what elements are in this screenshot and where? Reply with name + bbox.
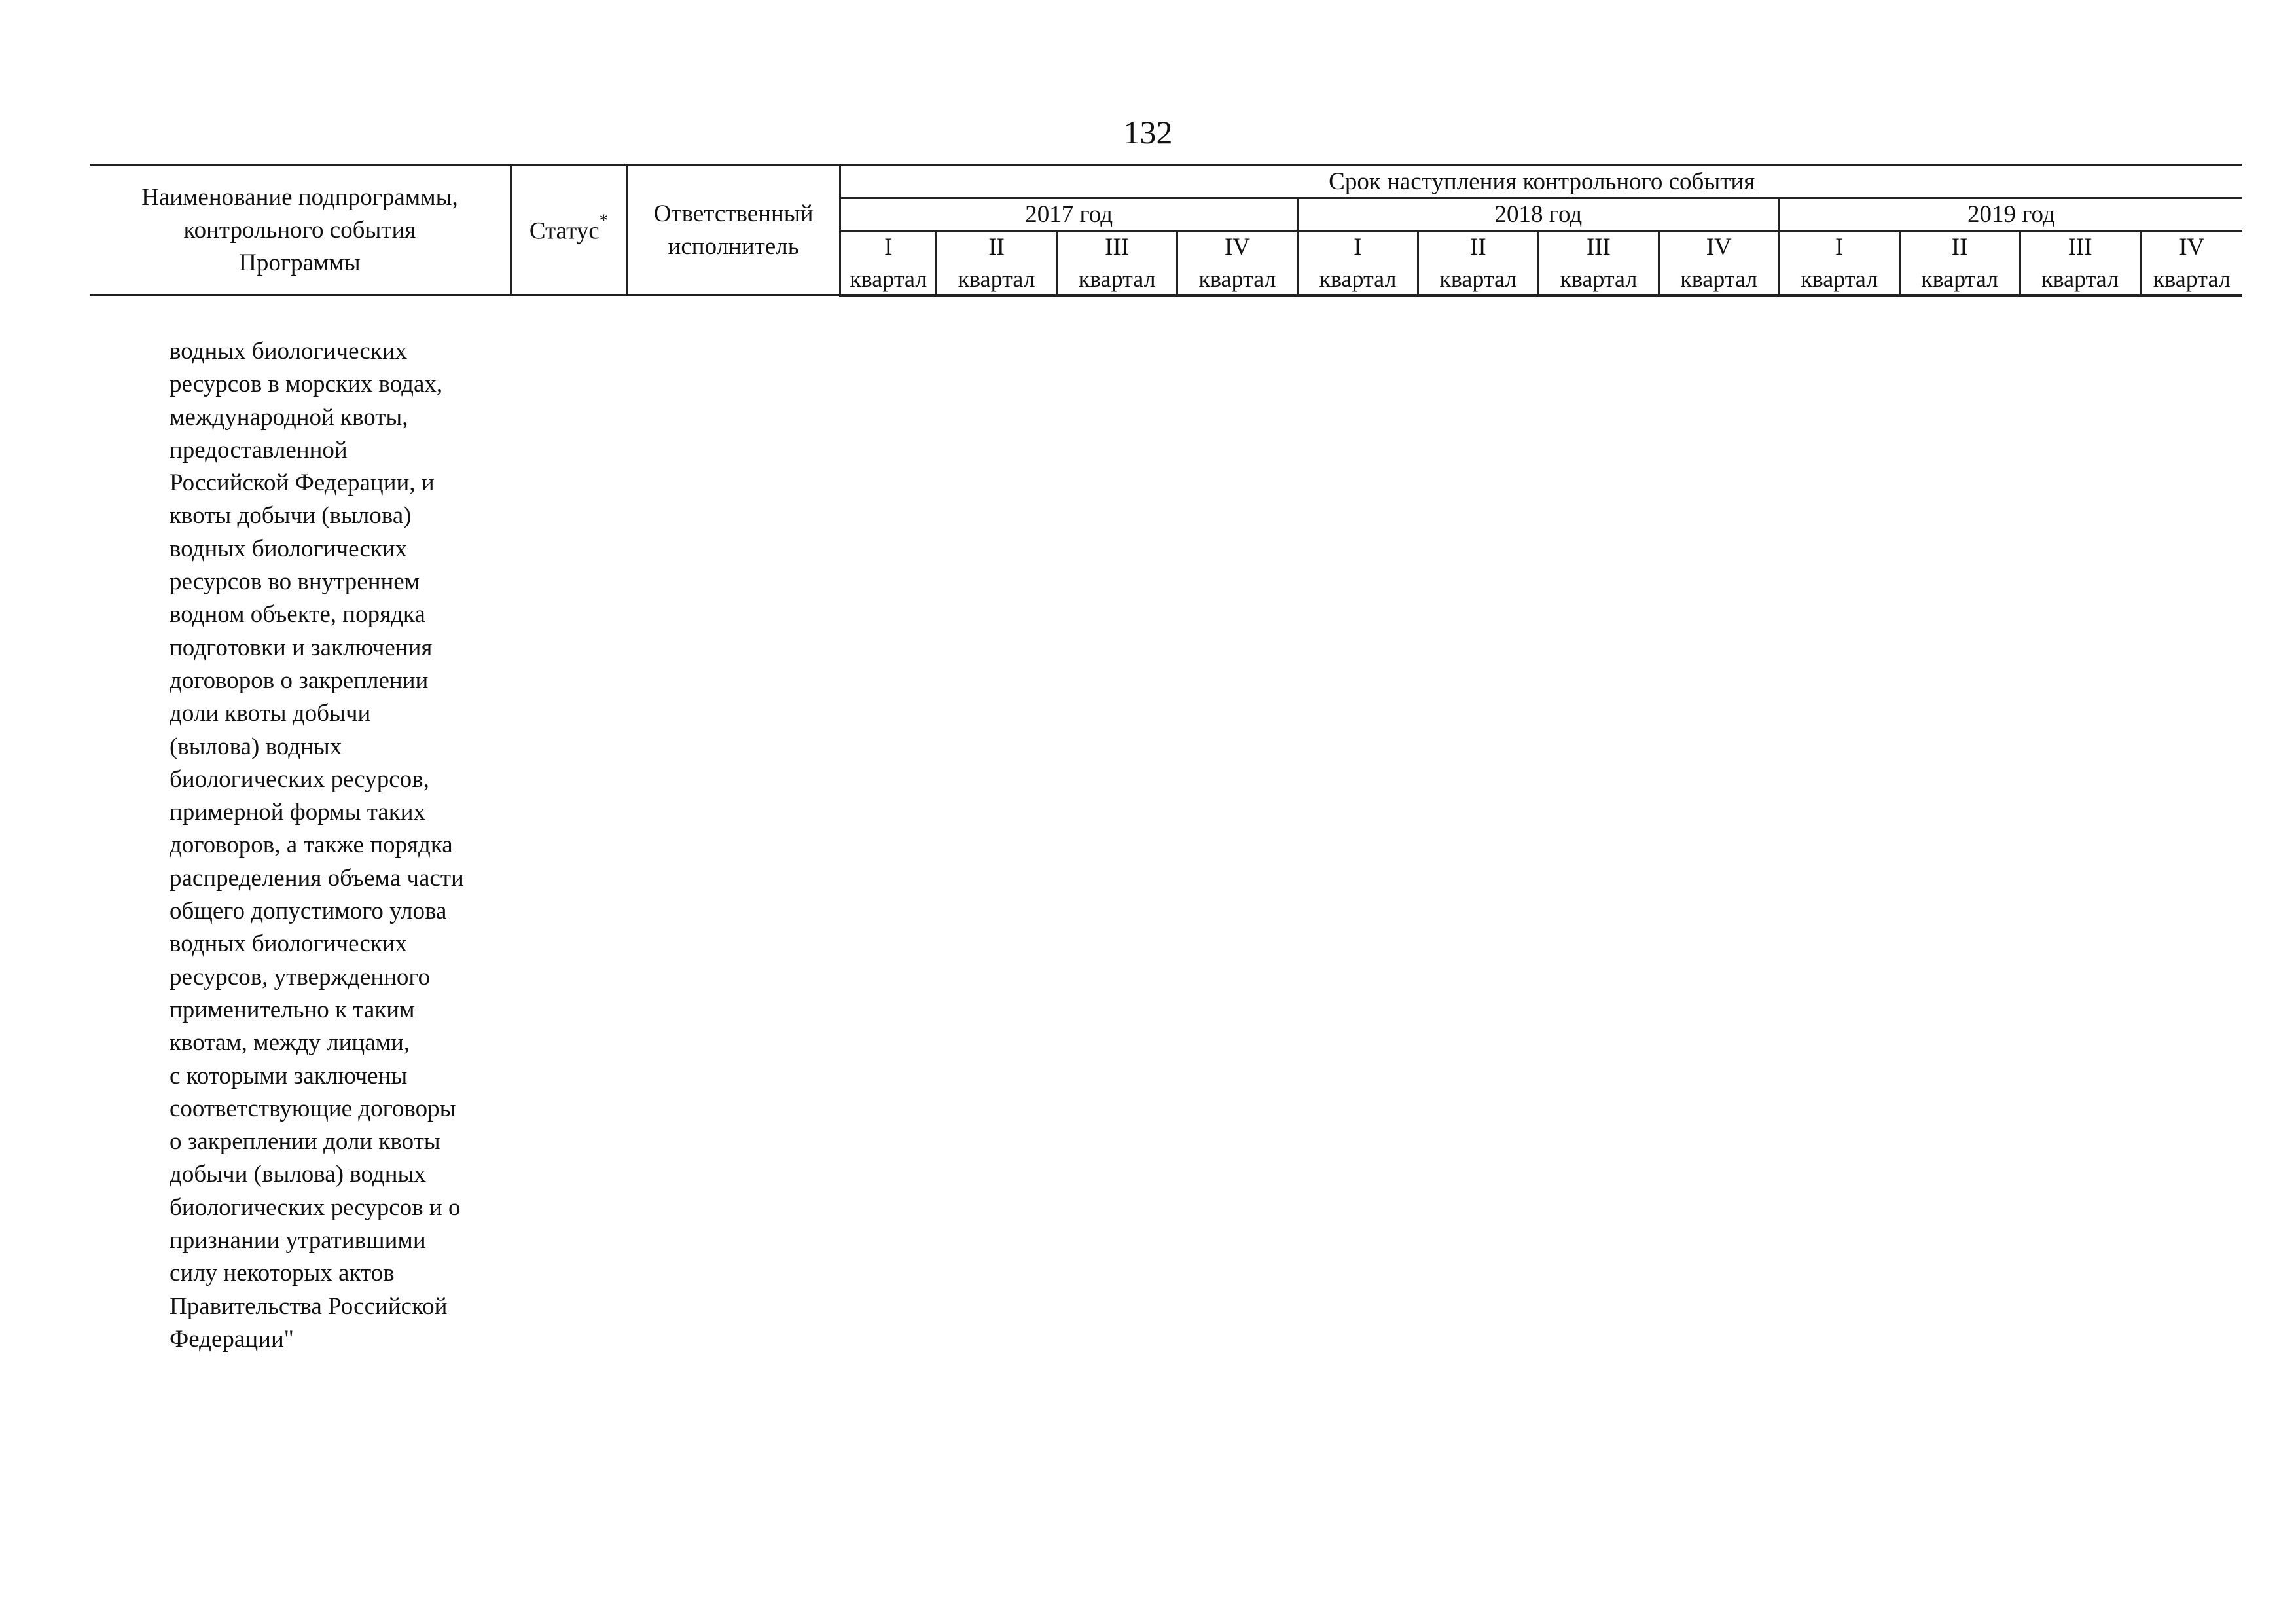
description-line: водных биологических [170, 535, 408, 562]
description-line: водных биологических [170, 930, 408, 958]
description-line: подготовки и заключения [170, 634, 433, 661]
header-year-2019: 2019 год [1779, 198, 2242, 231]
description-line: квоты добычи (вылова) [170, 502, 412, 530]
header-year-2018: 2018 год [1297, 198, 1779, 231]
description-line: о закреплении доли квоты [170, 1128, 440, 1156]
header-name-line-1: Наименование подпрограммы, [141, 183, 458, 211]
description-line: с которыми заключены [170, 1062, 408, 1089]
description-line: применительно к таким [170, 996, 415, 1023]
header-deadline-title: Срок наступления контрольного события [840, 166, 2242, 198]
header-quarter-word: квартал [840, 264, 937, 295]
header-quarter-numeral: IV [1659, 231, 1779, 264]
description-line: силу некоторых актов [170, 1260, 395, 1287]
header-quarter-word: квартал [1779, 264, 1899, 295]
header-quarter-numeral: IV [1177, 231, 1298, 264]
description-line: общего допустимого улова [170, 898, 447, 925]
description-line: ресурсов в морских водах, [170, 371, 443, 398]
header-name-line-2: контрольного события [183, 216, 416, 244]
description-line: договоров, а также порядка [170, 831, 453, 859]
page-number: 132 [1123, 114, 1173, 151]
description-line: квотам, между лицами, [170, 1029, 410, 1057]
description-line: добычи (вылова) водных [170, 1161, 426, 1188]
description-line: водных биологических [170, 338, 408, 365]
header-responsible-line-1: Ответственный [653, 200, 814, 227]
header-quarter-numeral: II [1899, 231, 2020, 264]
description-line: Федерации" [170, 1325, 294, 1353]
description-line: водном объекте, порядка [170, 601, 425, 629]
header-quarter-numeral: I [840, 231, 937, 264]
header-quarter-word: квартал [1297, 264, 1418, 295]
header-quarter-numeral: I [1297, 231, 1418, 264]
header-quarter-numeral: II [1418, 231, 1538, 264]
description-line: международной квоты, [170, 403, 408, 431]
header-status-footnote-mark: * [599, 211, 608, 230]
header-quarter-word: квартал [1177, 264, 1298, 295]
description-line: ресурсов, утвержденного [170, 963, 431, 991]
description-line: доли квоты добычи [170, 700, 371, 727]
header-quarter-numeral: I [1779, 231, 1899, 264]
header-quarter-numeral: III [1538, 231, 1659, 264]
description-line: распределения объема части [170, 864, 464, 892]
header-quarter-word: квартал [1538, 264, 1659, 295]
header-quarter-word: квартал [1899, 264, 2020, 295]
header-name-line-3: Программы [239, 249, 361, 276]
schedule-header-table [90, 164, 2242, 297]
description-line: признании утратившими [170, 1227, 426, 1254]
header-responsible-column [626, 166, 840, 295]
header-status-column [511, 166, 626, 295]
description-line: соответствующие договоры [170, 1095, 456, 1122]
description-line: Российской Федерации, и [170, 469, 435, 497]
header-quarter-numeral: II [937, 231, 1057, 264]
control-event-description [170, 335, 536, 1356]
description-line: Правительства Российской [170, 1292, 448, 1320]
description-line: биологических ресурсов, [170, 765, 429, 793]
description-line: ресурсов во внутреннем [170, 568, 420, 596]
header-quarter-word: квартал [1659, 264, 1779, 295]
description-line: (вылова) водных [170, 733, 342, 760]
header-quarter-numeral: III [2020, 231, 2140, 264]
header-quarter-word: квартал [937, 264, 1057, 295]
description-line: предоставленной [170, 436, 348, 464]
header-quarter-numeral: III [1057, 231, 1177, 264]
description-line: биологических ресурсов и о [170, 1194, 461, 1221]
header-quarter-numeral: IV [2140, 231, 2242, 264]
header-status-label: Статус [529, 217, 600, 245]
header-quarter-word: квартал [1418, 264, 1538, 295]
description-line: договоров о закреплении [170, 666, 429, 694]
header-quarter-word: квартал [1057, 264, 1177, 295]
header-quarter-word: квартал [2140, 264, 2242, 295]
header-name-column [90, 166, 511, 295]
header-year-2017: 2017 год [840, 198, 1298, 231]
header-responsible-line-2: исполнитель [668, 232, 799, 260]
header-quarter-word: квартал [2020, 264, 2140, 295]
description-line: примерной формы таких [170, 799, 426, 826]
